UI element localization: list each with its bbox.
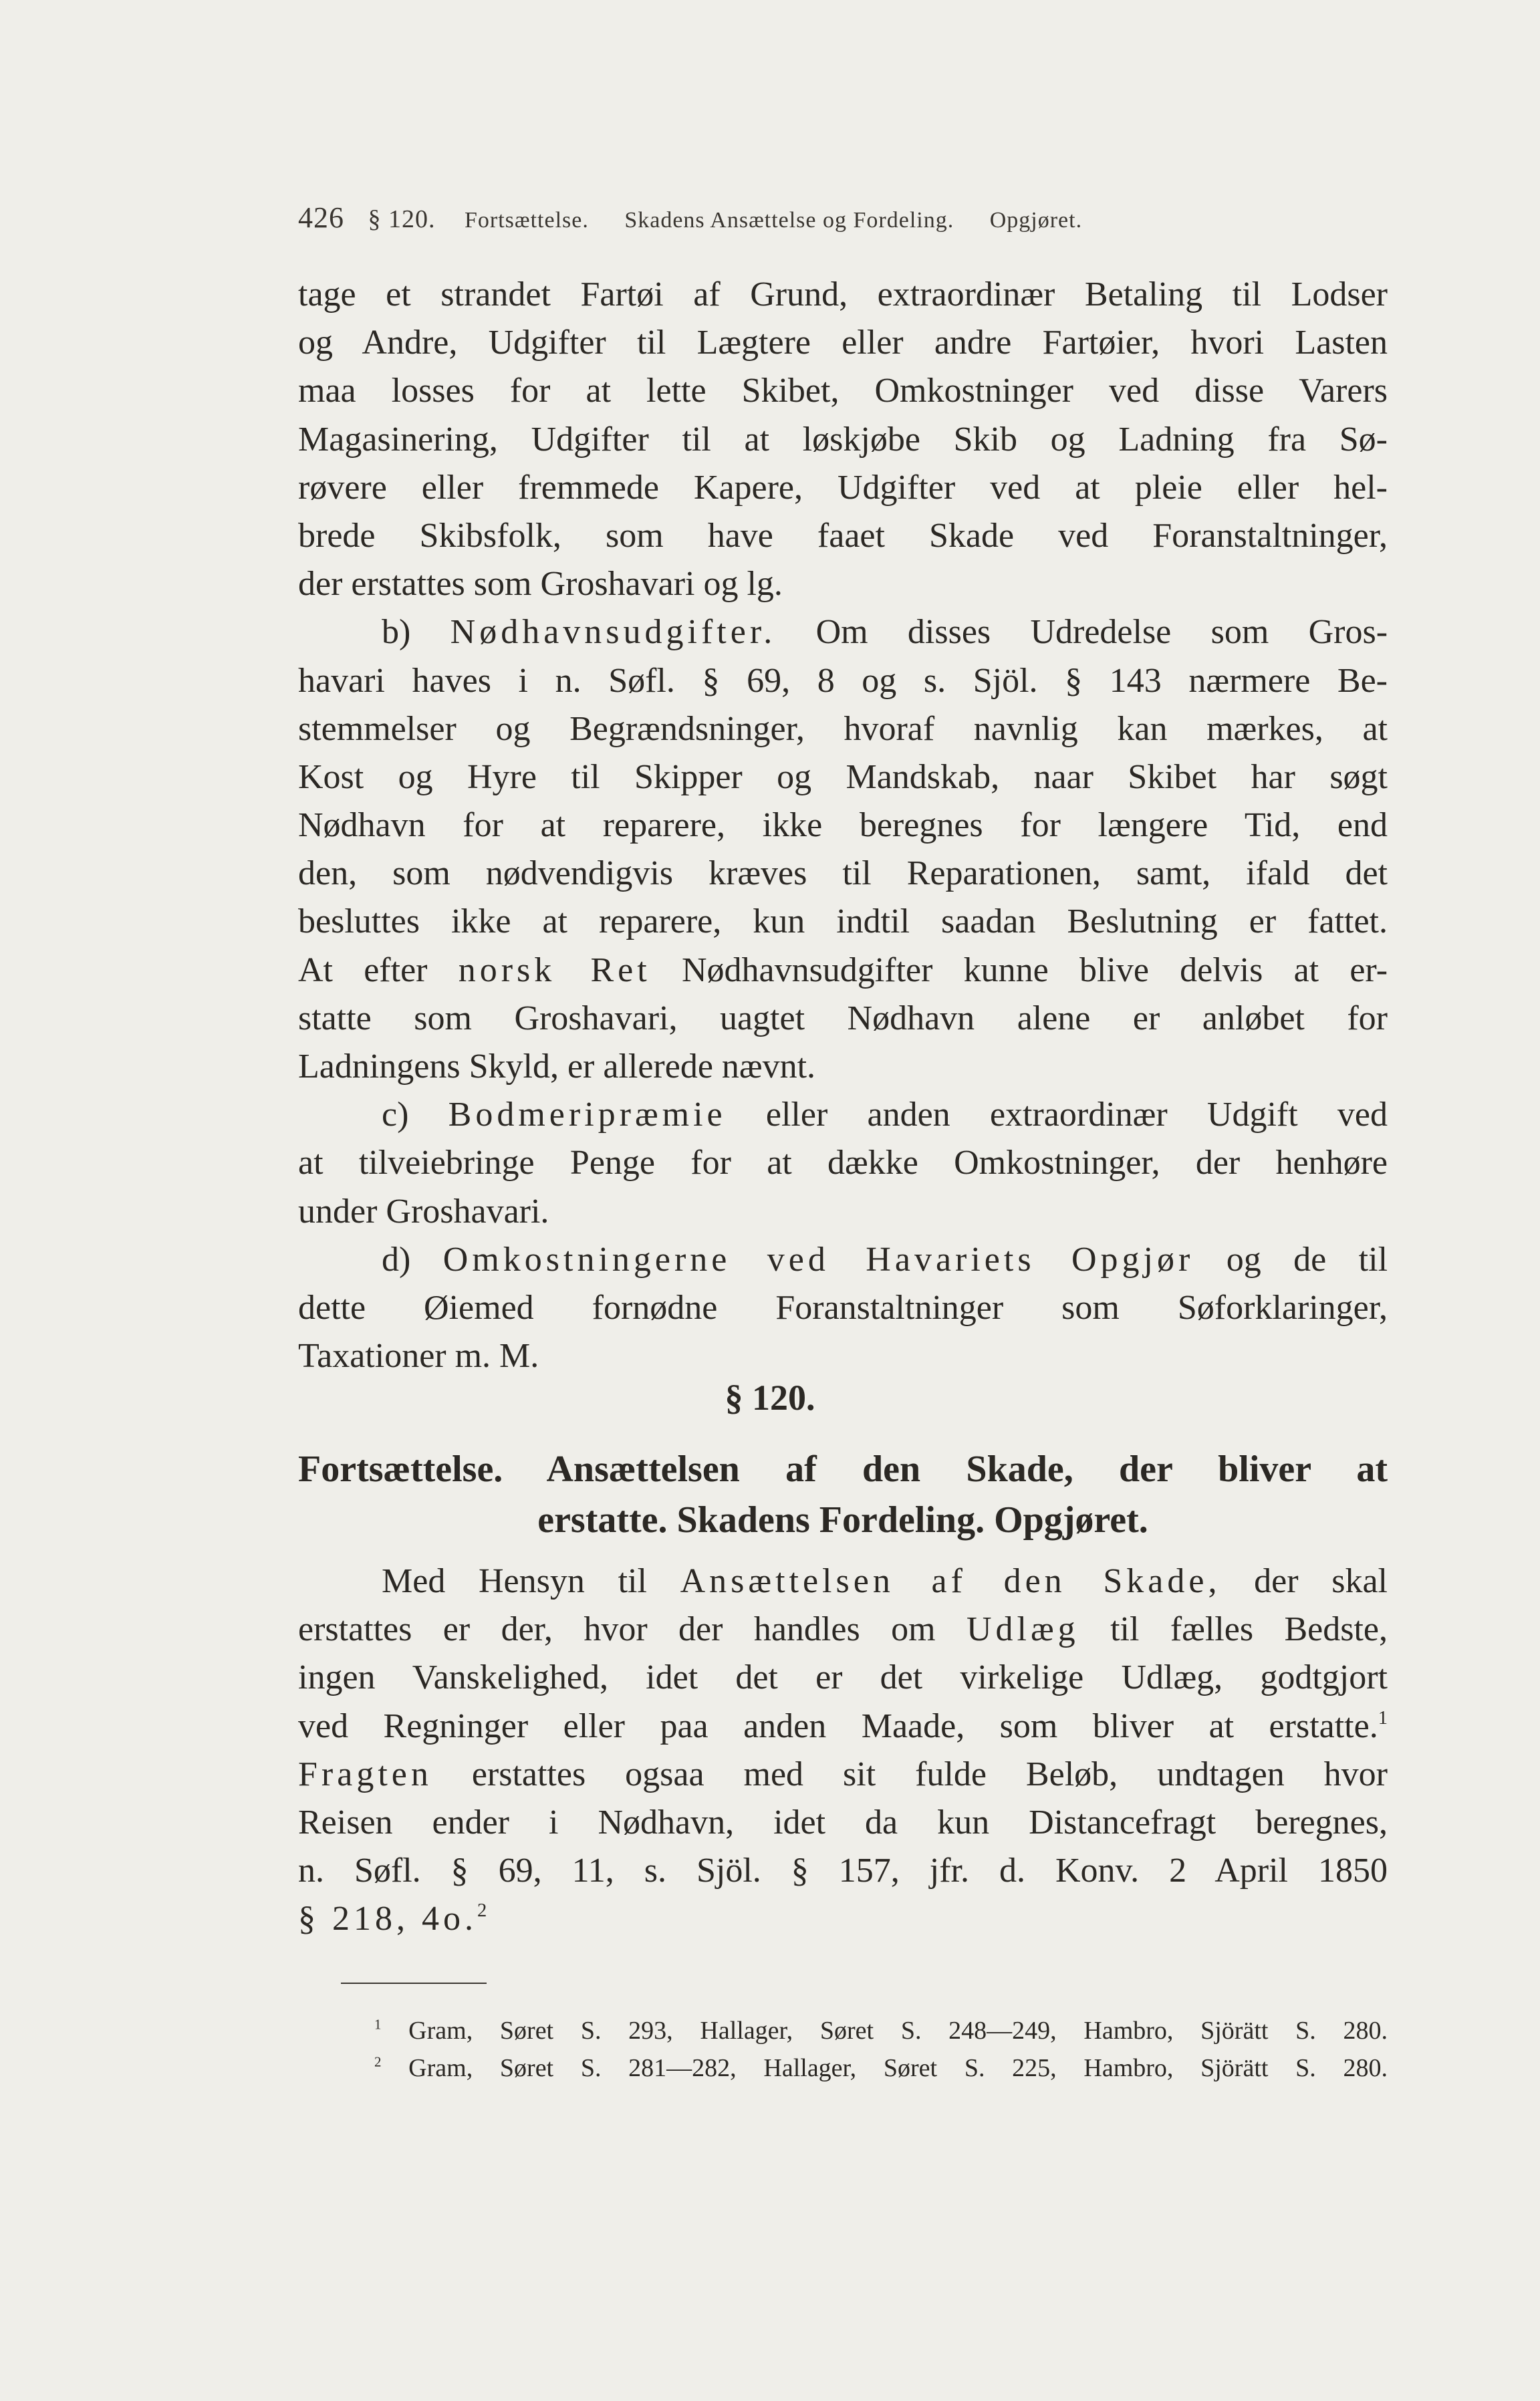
paragraph-c-first-line [298, 1091, 1388, 1139]
text-line [298, 1606, 1388, 1654]
text-fragment: Nødhavnsudgifter kunne blive delvis at er- [681, 951, 1388, 989]
running-head-title-1: Fortsættelse. [465, 208, 589, 233]
text-fragment: eller anden extraordinær Udgift ved [765, 1096, 1388, 1134]
spaced-term: Omkostningerne ved Havariets Opgjør [442, 1240, 1194, 1279]
text-line: Nødhavn for at reparere, ikke beregnes for længere Tid, end [298, 806, 1388, 845]
text-line: Reisen ender i Nødhavn, idet da kun Distancefragt beregnes, [298, 1803, 1388, 1842]
text-line: Magasinering, Udgifter til at løskjøbe Skib og Ladning fra Sø- [298, 420, 1388, 459]
text-fragment: der skal [1254, 1562, 1388, 1600]
body-text-bottom [298, 1557, 1388, 1944]
spaced-term: Bodmeripræmie [448, 1096, 727, 1134]
text-line: og Andre, Udgifter til Lægtere eller andre Fartøier, hvori Lasten [298, 324, 1388, 362]
text-line: der erstattes som Groshavari og lg. [298, 565, 783, 604]
footnote-marker: 2 [477, 1900, 487, 1922]
text-fragment: erstattes er der, hvor der handles om [298, 1610, 936, 1649]
text-line: havari haves i n. Søfl. § 69, 8 og s. Sjöl. § 143 nærmere Be- [298, 661, 1388, 700]
text-line: besluttes ikke at reparere, kun indtil saadan Beslutning er fattet. [298, 902, 1388, 941]
running-head-title-3: Opgjøret. [989, 208, 1083, 233]
running-head-section: § 120. [368, 205, 436, 233]
text-fragment: til fælles Bedste, [1110, 1610, 1388, 1649]
item-marker: b) [382, 613, 411, 652]
footnote-text: Gram, Søret S. 281—282, Hallager, Søret S. 225, Hambro, Sjörätt S. 280. [408, 2054, 1388, 2082]
paragraph-d-first-line [298, 1236, 1388, 1284]
text-line: tage et strandet Fartøi af Grund, extraordinær Betaling til Lodser [298, 275, 1388, 313]
footnote [374, 2049, 1388, 2087]
heading-line-2: erstatte. Skadens Fordeling. Opgjøret. [537, 1499, 1148, 1541]
text-fragment: Med Hensyn til [382, 1562, 647, 1600]
text-line: n. Søfl. § 69, 11, s. Sjöl. § 157, jfr. d. Konv. 2 April 1850 [298, 1852, 1388, 1890]
text-fragment: § 218, 4o. [298, 1900, 477, 1938]
spaced-term: norsk Ret [458, 951, 651, 989]
section-number: § 120. [725, 1378, 815, 1418]
footnote-mark: 1 [374, 2016, 382, 2033]
section-heading [298, 1444, 1388, 1545]
text-line: Taxationer m. M. [298, 1337, 539, 1376]
text-fragment: ved Regninger eller paa anden Maade, som bliver at erstatte. [298, 1707, 1378, 1745]
spaced-term: Udlæg [966, 1610, 1079, 1649]
text-fragment: Om disses Udredelse som Gros- [815, 613, 1388, 652]
text-line: Kost og Hyre til Skipper og Mandskab, naar Skibet har søgt [298, 757, 1388, 796]
text-line: maa losses for at lette Skibet, Omkostninger ved disse Varers [298, 372, 1388, 410]
text-line [298, 1702, 1388, 1751]
running-head [298, 201, 1394, 235]
text-line: at tilveiebringe Penge for at dække Omkostninger, der henhøre [298, 1144, 1388, 1182]
footnote-rule [341, 1983, 487, 1984]
text-line: dette Øiemed fornødne Foranstaltninger som Søforklaringer, [298, 1288, 1388, 1327]
heading-line-1: Fortsættelse. Ansættelsen af den Skade, der bliver at [298, 1448, 1388, 1490]
item-marker: c) [382, 1096, 409, 1134]
text-line: under Groshavari. [298, 1192, 549, 1231]
text-line: brede Skibsfolk, som have faaet Skade ved Foranstaltninger, [298, 516, 1388, 555]
paragraph-b-first-line [298, 608, 1388, 656]
text-line [298, 1751, 1388, 1799]
text-line: statte som Groshavari, uagtet Nødhavn alene er anløbet for [298, 999, 1388, 1037]
spaced-term: Nødhavnsudgifter. [450, 613, 777, 652]
text-line [298, 1557, 1388, 1606]
footnote-text: Gram, Søret S. 293, Hallager, Søret S. 248—249, Hambro, Sjörätt S. 280. [408, 2017, 1388, 2045]
spaced-term: Fragten [298, 1755, 432, 1793]
text-line: Ladningens Skyld, er allerede nævnt. [298, 1047, 816, 1086]
body-text-top [298, 271, 1388, 1380]
text-line: stemmelser og Begrændsninger, hvoraf navnlig kan mærkes, at [298, 709, 1388, 748]
item-marker: d) [382, 1240, 411, 1279]
text-line: røvere eller fremmede Kapere, Udgifter ved at pleie eller hel- [298, 468, 1388, 507]
text-fragment: erstattes ogsaa med sit fulde Beløb, undtagen hvor [471, 1755, 1388, 1793]
footnote-mark: 2 [374, 2053, 382, 2070]
page-number: 426 [298, 201, 344, 234]
footnote [374, 2012, 1388, 2049]
running-head-title-2: Skadens Ansættelse og Fordeling. [624, 208, 954, 233]
footnotes [374, 2012, 1388, 2087]
text-line: ingen Vanskelighed, idet det er det virkelige Udlæg, godtgjort [298, 1658, 1388, 1697]
text-line: den, som nødvendigvis kræves til Reparationen, samt, ifald det [298, 854, 1388, 893]
text-line-norsk-ret [298, 946, 1388, 995]
text-fragment: og de til [1226, 1240, 1388, 1279]
footnote-marker: 1 [1378, 1707, 1388, 1729]
text-fragment: At efter [298, 951, 428, 989]
text-line [298, 1895, 1388, 1943]
spaced-term: Ansættelsen af den Skade, [680, 1562, 1221, 1600]
